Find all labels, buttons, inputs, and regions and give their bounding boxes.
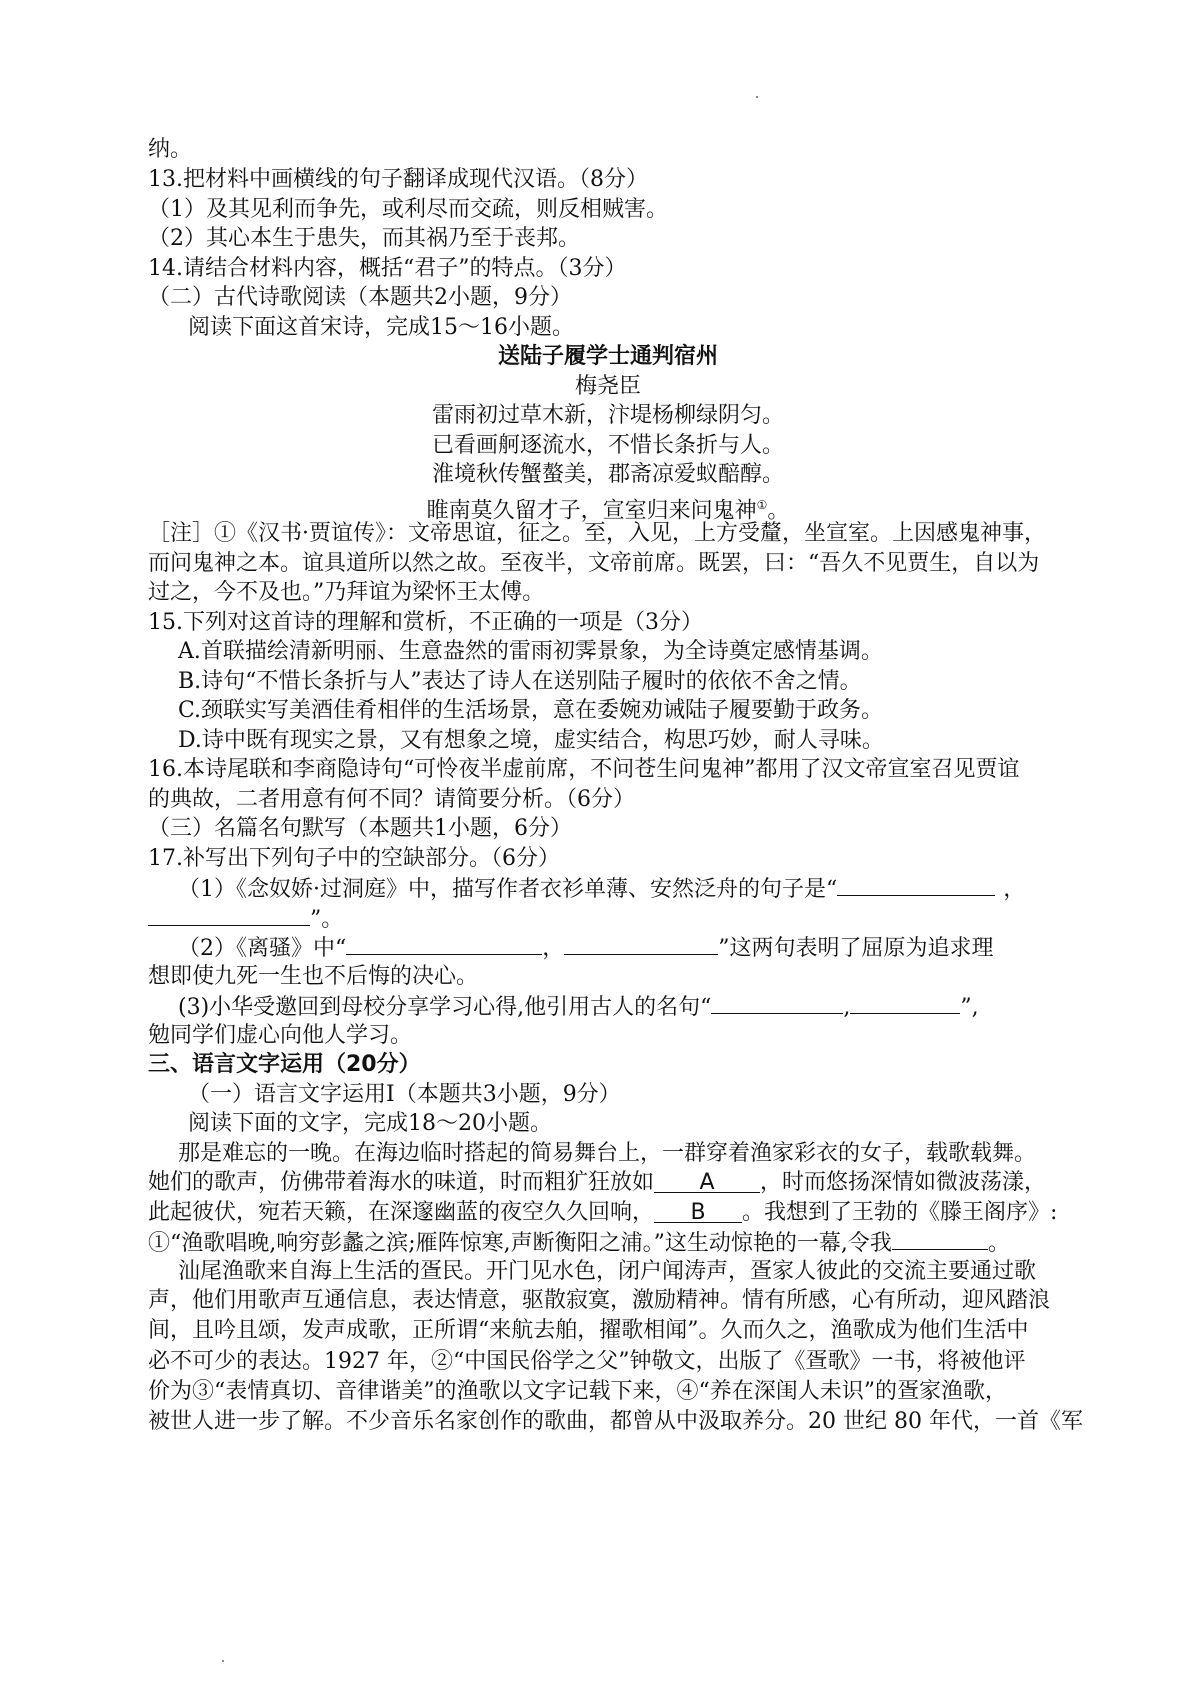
answer-blank[interactable] [837, 871, 995, 896]
passage-line: 声，他们用歌声互通信息，表达情意，驱散寂寞，激励精神。情有所感，心有所动，迎风踏浪 [148, 1288, 1051, 1313]
question-15-option-c: C.颈联实写美酒佳肴相伴的生活场景，意在委婉劝诫陆子履要勤于政务。 [178, 698, 884, 723]
passage-line: 必不可少的表达。1927 年，②“中国民俗学之父”钟敬文，出版了《疍歌》一书，将被他评 [148, 1349, 1026, 1374]
passage-text: 此起彼伏，宛若天籁，在深邃幽蓝的夜空久久回响， [148, 1200, 655, 1225]
passage-text: ，时而悠扬深情如微波荡漾， [760, 1170, 1047, 1195]
question-17-item-3-cont: 勉同学们虚心向他人学习。 [148, 1023, 413, 1048]
question-17: 17.补写出下列句子中的空缺部分。（6分） [148, 846, 560, 871]
question-17-item-2-text: （2）《离骚》中“ [178, 936, 347, 961]
question-15-option-b: B.诗句“不惜长条折与人”表达了诗人在送别陆子履时的依依不舍之情。 [178, 669, 862, 694]
note-line-2: 而问鬼神之本。谊具道所以然之故。至夜半，文帝前席。既罢，曰：“吾久不见贾生，自以为 [148, 551, 1040, 576]
poem-author: 梅尧臣 [574, 374, 641, 399]
passage-text: 。 [987, 1231, 1010, 1256]
poem-line-1: 雷雨初过草木新，汴堤杨柳绿阴匀。 [431, 403, 784, 428]
answer-blank[interactable] [892, 1225, 988, 1250]
question-13: 13.把材料中画横线的句子翻译成现代汉语。（8分） [148, 167, 648, 192]
question-17-item-2-cont: 想即使九死一生也不后悔的决心。 [148, 964, 479, 989]
part-3-heading: 三、语言文字运用（20分） [148, 1052, 421, 1077]
question-17-item-3-text: (3)小华受邀回到母校分享学习心得,他引用古人的名句“ [178, 995, 712, 1020]
closing-quote: ”, [960, 995, 979, 1020]
passage-text: 她们的歌声，仿佛带着海水的味道，时而粗犷狂放如 [148, 1170, 655, 1195]
part-3-subheading: （一）语言文字运用Ⅰ（本题共3小题，9分） [188, 1082, 621, 1107]
poem-line-2: 已看画舸逐流水，不惜长条折与人。 [431, 433, 784, 458]
poetry-instruction: 阅读下面这首宋诗，完成15～16小题。 [188, 315, 574, 340]
scan-speck [222, 1660, 224, 1662]
note-line-3: 过之，今不及也。”乃拜谊为梁怀王太傅。 [148, 580, 545, 605]
answer-blank[interactable] [148, 901, 310, 926]
poem-line-4-end: 。 [767, 498, 790, 524]
passage-line: 汕尾渔歌来自海上生活的疍民。开门见水色，闭户闻涛声，疍家人彼此的交流主要通过歌 [178, 1259, 1037, 1284]
answer-blank[interactable] [711, 989, 843, 1014]
section-poetry-heading: （二）古代诗歌阅读（本题共2小题，9分） [148, 285, 572, 310]
question-16-line-2: 的典故，二者用意有何不同？请简要分析。（6分） [148, 787, 635, 812]
answer-blank[interactable] [850, 989, 960, 1014]
question-17-item-1-text: （1）《念奴娇·过洞庭》中，描写作者衣衫单薄、安然泛舟的句子是“ [178, 877, 838, 902]
comma: ， [542, 936, 565, 961]
comma: , [843, 995, 851, 1020]
question-17-item-2-tail: ”这两句表明了屈原为追求理 [718, 936, 994, 961]
blank-a[interactable]: A [654, 1166, 760, 1193]
passage-line: 被世人进一步了解。不少音乐名家创作的歌曲，都曾从中汲取养分。20 世纪 80 年代，一首《军 [148, 1409, 1083, 1434]
comma: ， [1003, 877, 1026, 902]
question-14: 14.请结合材料内容，概括“君子”的特点。（3分） [148, 256, 627, 281]
passage-line: 间，且吟且颂，发声成歌，正所谓“来航去舶，擢歌相闻”。久而久之，渔歌成为他们生活中 [148, 1318, 1029, 1343]
poem-line-3: 淮境秋传蟹螯美，郡斋凉爱蚁醅醇。 [431, 462, 784, 487]
passage-text: 。我想到了王勃的《滕王阁序》: [742, 1200, 1058, 1225]
closing-quote: ”。 [310, 907, 344, 932]
question-15: 15.下列对这首诗的理解和赏析，不正确的一项是（3分） [148, 610, 703, 635]
scan-speck [756, 96, 758, 98]
note-line-1: ［注］①《汉书·贾谊传》：文帝思谊，征之。至，入见，上方受釐，坐宣室。上因感鬼神事， [148, 521, 1046, 546]
passage-line [148, 1166, 1068, 1200]
passage-line: 那是难忘的一晚。在海边临时搭起的简易舞台上，一群穿着渔家彩衣的女子，载歌载舞。 [178, 1141, 1037, 1166]
passage-line: 价为③“表情真切、音律谐美”的渔歌以文字记载下来，④“养在深闺人未识”的疍家渔歌， [148, 1379, 1007, 1404]
question-13-item-2: （2）其心本生于患失，而其祸乃至于丧邦。 [148, 226, 580, 251]
poem-title: 送陆子履学士通判宿州 [497, 344, 718, 369]
footnote-marker: ① [756, 498, 768, 512]
question-15-option-d: D.诗中既有现实之景，又有想象之境，虚实结合，构思巧妙，耐人寻味。 [178, 728, 884, 753]
section-dictation-heading: （三）名篇名句默写（本题共1小题，6分） [148, 816, 572, 841]
poem-line-4-text: 睢南莫久留才子，宣室归来问鬼神 [426, 498, 757, 524]
passage-text: ①“渔歌唱晚,响穷彭蠡之滨;雁阵惊寒,声断衡阳之浦。”这生动惊艳的一幕,令我 [148, 1231, 892, 1256]
question-16-line-1: 16.本诗尾联和李商隐诗句“可怜夜半虚前席，不问苍生问鬼神”都用了汉文帝宣室召见贾谊 [148, 757, 1020, 782]
answer-blank[interactable] [564, 930, 718, 955]
part-3-instruction: 阅读下面的文字，完成18～20小题。 [188, 1111, 552, 1136]
question-13-item-1: （1）及其见利而争先，或利尽而交疏，则反相贼害。 [148, 197, 668, 222]
blank-b[interactable]: B [654, 1196, 742, 1223]
answer-blank[interactable] [346, 930, 542, 955]
question-15-option-a: A.首联描绘清新明丽、生意盎然的雷雨初霁景象，为全诗奠定感情基调。 [178, 639, 883, 664]
text-line: 纳。 [148, 137, 193, 162]
